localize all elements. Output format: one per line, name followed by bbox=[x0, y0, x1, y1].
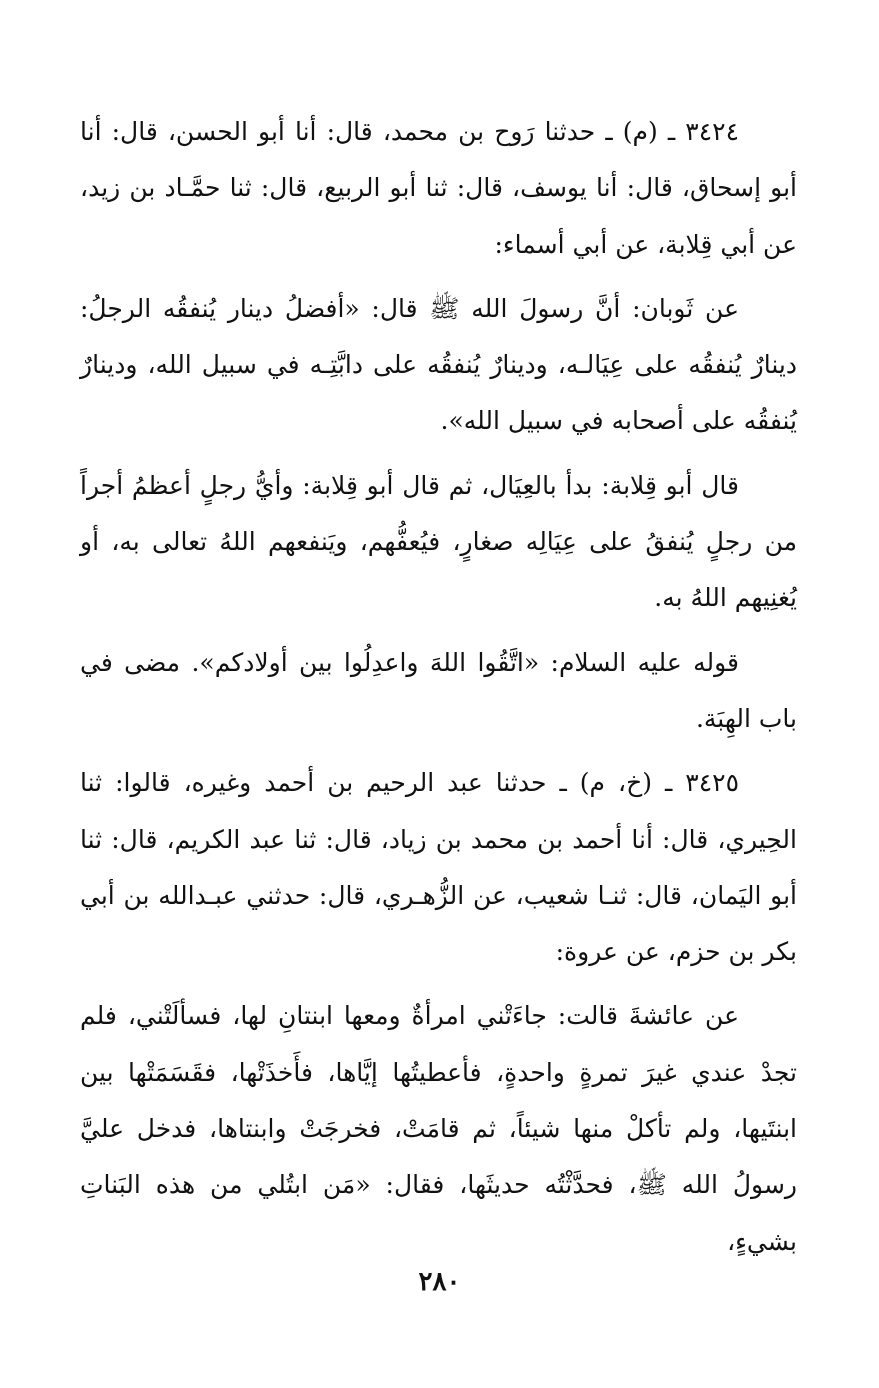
paragraph-cross-reference: قوله عليه السلام: «اتَّقُوا اللهَ واعدِلُوا بين أولادكم». مضى في باب الهِبَة. bbox=[80, 647, 797, 733]
paragraph-hadith-3425-text: عن عائشةَ قالت: جاءَتْني امرأةٌ ومعها ابنتانِ لها، فسألَتْني، فلم تجدْ عندي غيرَ تمرةٍ واحدةٍ، فأعطيتُها إيَّاها، فأَخذَتْها، فقَسَمَتْها بين ابنتَيها، ولم تأكلْ منها شيئاً، ثم قامَتْ، فخرجَتْ وابنتاها، فدخل عليَّ رسولُ الله ﷺ، فحدَّثْتُه حديثَها، فقال: «مَن ابتُلي من هذه البَناتِ بشيءٍ، bbox=[80, 1001, 797, 1256]
page-text bbox=[80, 104, 797, 1272]
paragraph-hadith-3424-chain: ٣٤٢٤ ـ (م) ـ حدثنا رَوح بن محمد، قال: أنا أبو الحسن، قال: أنا أبو إسحاق، قال: أنا يوسف، قال: ثنا أبو الربيع، قال: ثنا حمَّـاد بن زيد، عن أبي قِلابة، عن أبي أسماء: bbox=[80, 117, 797, 259]
paragraph-hadith-3425-chain: ٣٤٢٥ ـ (خ، م) ـ حدثنا عبد الرحيم بن أحمد وغيره، قالوا: ثنا الحِيري، قال: أنا أحمد بن محمد بن زياد، قال: ثنا عبد الكريم، قال: ثنا أبو اليَمان، قال: ثنـا شعيب، عن الزُّهـري، قال: حدثني عبـدالله بن أبي بكر بن حزم، عن عروة: bbox=[80, 768, 797, 967]
paragraph-abu-qilaba-comment: قال أبو قِلابة: بدأ بالعِيَال، ثم قال أبو قِلابة: وأيُّ رجلٍ أعظمُ أجراً من رجلٍ يُنفقُ على عِيَالِه صغارٍ، فيُعفُّهم، ويَنفعهم اللهُ تعالى به، أو يُغنِيهم اللهُ به. bbox=[80, 470, 797, 613]
page-number: ٢٨٠ bbox=[418, 1267, 461, 1297]
paragraph-hadith-3424-text: عن ثَوبان: أنَّ رسولَ الله ﷺ قال: «أفضلُ دينار يُنفقُه الرجلُ: دينارٌ يُنفقُه على عِيَالـه، ودينارٌ يُنفقُه على دابَّتِـه في سبيل الله، ودينارٌ يُنفقُه على أصحابه في سبيل الله». bbox=[80, 293, 797, 436]
